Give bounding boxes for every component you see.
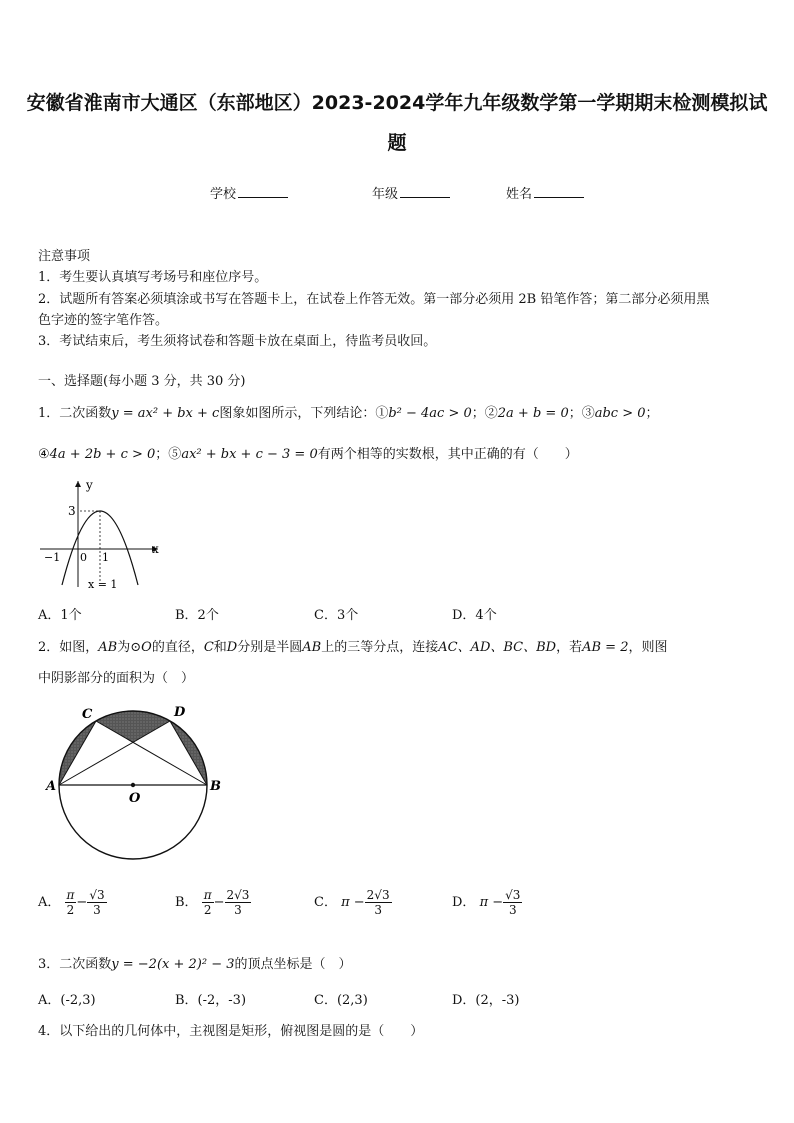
q1-option-b[interactable]: B．2个 — [175, 608, 219, 623]
q2-text: 上的三等分点，连接 — [321, 640, 439, 655]
q1-text: 有两个相等的实数根，其中正确的有（ ） — [317, 447, 578, 462]
q2-text: 和 — [213, 640, 227, 655]
q2-math: ⊙O — [130, 640, 152, 655]
q3-option-d[interactable]: D．(2，-3) — [452, 993, 520, 1008]
question-2-line2: 中阴影部分的面积为（ ） — [38, 671, 195, 686]
q2-text: 分别是半圆 — [237, 640, 303, 655]
q2-math: AC、AD、BC、BD — [438, 640, 557, 655]
operator: − — [213, 895, 225, 910]
grade-label: 年级 — [372, 187, 399, 202]
q1-option-a[interactable]: A．1个 — [38, 608, 82, 623]
q3-option-c[interactable]: C．(2,3) — [314, 993, 368, 1008]
name-field — [506, 183, 584, 202]
q2-text: ，则图 — [628, 640, 668, 655]
q1-option-c[interactable]: C．3个 — [314, 608, 359, 623]
origin-label: 0 — [80, 551, 87, 564]
fraction: $\frac{2√3}{3}$ — [226, 888, 250, 917]
school-label: 学校 — [210, 187, 237, 202]
label-a: A — [46, 779, 57, 794]
notice-heading: 注意事项 — [38, 249, 91, 264]
option-label: B． — [175, 895, 198, 910]
one-label: 1 — [102, 551, 109, 564]
q3-text: 3．二次函数 — [38, 957, 112, 972]
symmetry-label: x = 1 — [88, 578, 118, 591]
x-label: x — [152, 542, 159, 556]
q3-text: 的顶点坐标是（ ） — [234, 957, 352, 972]
q2-option-d[interactable] — [452, 888, 522, 917]
q1-function: y = ax² + bx + c — [111, 406, 220, 421]
q2-text: ，若 — [556, 640, 583, 655]
notice-item: 3．考试结束后，考生须将试卷和答题卡放在桌面上，待监考员收回。 — [38, 334, 437, 349]
school-field — [210, 183, 288, 202]
exam-title-line1: 安徽省淮南市大通区（东部地区）2023-2024学年九年级数学第一学期期末检测模拟试 — [26, 92, 768, 114]
q1-cond1: b² − 4ac > 0 — [388, 406, 472, 421]
fraction: $\frac{√3}{3}$ — [505, 888, 521, 917]
question-2-line1 — [38, 636, 668, 655]
q2-option-b[interactable] — [175, 888, 251, 917]
exam-title-line2: 题 — [387, 132, 407, 154]
school-blank — [238, 185, 288, 198]
operator: − — [76, 895, 88, 910]
q2-circle-figure — [38, 700, 228, 870]
q3-option-a[interactable]: A．(-2,3) — [38, 993, 96, 1008]
q1-sep: ；② — [471, 406, 498, 421]
q1-cond3: abc > 0 — [594, 406, 646, 421]
option-label: C． — [314, 895, 337, 910]
q1-parabola-graph — [38, 475, 168, 595]
q3-option-b[interactable]: B．(-2，-3) — [175, 993, 247, 1008]
q2-text: 2．如图， — [38, 640, 99, 655]
notice-item: 2．试题所有答案必须填涂或书写在答题卡上，在试卷上作答无效。第一部分必须用 2B 铅笔作答；第二部分必须用黑 — [38, 292, 710, 307]
y-label: y — [86, 478, 93, 492]
fraction: $\frac{2√3}{3}$ — [366, 888, 390, 917]
center-point — [131, 783, 135, 787]
q2-math: AB = 2 — [582, 640, 629, 655]
peak-label: 3 — [68, 504, 76, 518]
fraction: $\frac{\pi}{2}$ — [203, 888, 212, 917]
q2-math: AB — [302, 640, 322, 655]
q1-sep: ； — [645, 406, 659, 421]
label-c: C — [82, 707, 93, 722]
q2-option-c[interactable] — [314, 888, 392, 917]
q1-cond2: 2a + b = 0 — [497, 406, 569, 421]
q2-math: D — [226, 640, 238, 655]
q2-option-a[interactable] — [38, 888, 107, 917]
label-b: B — [210, 779, 221, 794]
question-1-line1 — [38, 402, 659, 421]
segment-bd — [170, 721, 207, 785]
option-prefix: π − — [341, 895, 365, 910]
grade-blank — [400, 185, 450, 198]
grade-field — [372, 183, 450, 202]
option-label: D． — [452, 895, 476, 910]
q1-text: 1．二次函数 — [38, 406, 112, 421]
neg-one-label: −1 — [44, 551, 61, 564]
option-label: A． — [38, 895, 61, 910]
q1-cond4: 4a + 2b + c > 0 — [49, 447, 156, 462]
segment-ac — [59, 721, 96, 785]
q3-formula: y = −2(x + 2)² − 3 — [111, 957, 235, 972]
q1-option-d[interactable]: D．4个 — [452, 608, 497, 623]
option-prefix: π − — [479, 895, 504, 910]
q1-text: 图象如图所示，下列结论：① — [219, 406, 389, 421]
label-o: O — [129, 791, 141, 806]
section-heading: 一、选择题(每小题 3 分，共 30 分) — [38, 374, 246, 389]
notice-item: 色字迹的签字笔作答。 — [38, 313, 169, 328]
q2-math: AB — [98, 640, 118, 655]
q1-text: ④ — [38, 447, 50, 462]
name-label: 姓名 — [506, 187, 533, 202]
q1-cond5: ax² + bx + c − 3 = 0 — [181, 447, 318, 462]
fraction: $\frac{\pi}{2}$ — [66, 888, 75, 917]
notice-item: 1．考生要认真填写考场号和座位序号。 — [38, 270, 268, 285]
q1-sep: ；⑤ — [155, 447, 182, 462]
q2-text: 为 — [117, 640, 131, 655]
fraction: $\frac{√3}{3}$ — [89, 888, 105, 917]
q2-math: C — [203, 640, 214, 655]
question-1-line2 — [38, 443, 578, 462]
question-3 — [38, 953, 352, 972]
label-d: D — [174, 705, 186, 720]
question-4: 4．以下给出的几何体中，主视图是矩形，俯视图是圆的是（ ） — [38, 1024, 424, 1039]
q1-sep: ；③ — [568, 406, 595, 421]
q2-text: 的直径， — [151, 640, 204, 655]
name-blank — [534, 185, 584, 198]
